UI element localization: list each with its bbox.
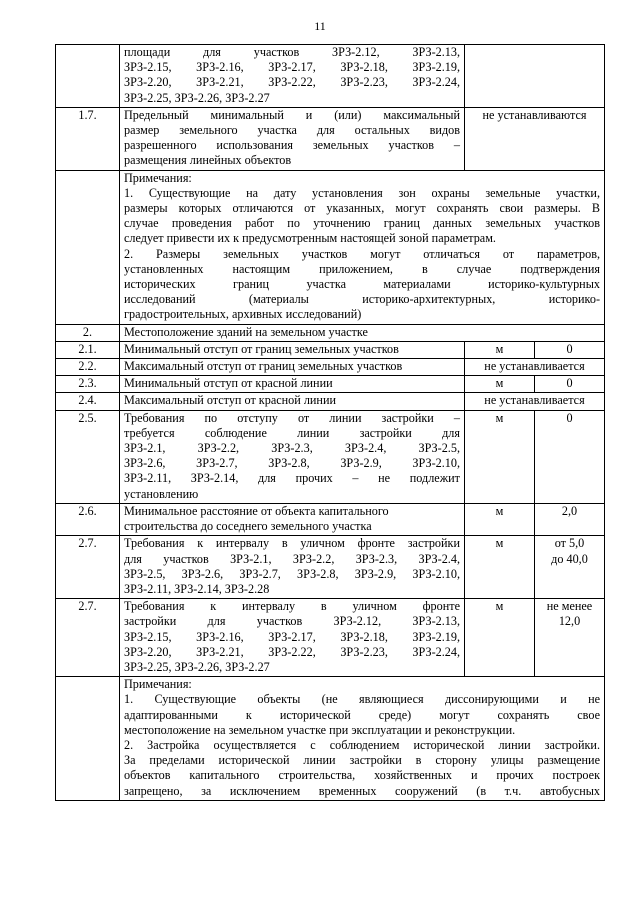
table-row bbox=[56, 376, 605, 393]
table-row bbox=[56, 45, 605, 108]
row-value: не устанавливается bbox=[465, 359, 605, 376]
notes-row bbox=[56, 677, 605, 801]
row-text: Требования по отступу от линии застройки – требуется соблюдение линии застройки для ЗРЗ-2.1, ЗРЗ-2.2, ЗРЗ-2.3, ЗРЗ-2.4, ЗРЗ-2.5, ЗРЗ-2.6, ЗРЗ-2.7, ЗРЗ-2.8, ЗРЗ-2.9, ЗРЗ-2.10, ЗРЗ-2.11, ЗРЗ-2.14, для прочих – не подлежит установлению bbox=[120, 410, 465, 503]
row-value: не устанавливается bbox=[465, 393, 605, 410]
row-value: 0 bbox=[535, 410, 605, 503]
notes-text: Примечания: 1. Существующие на дату установления зон охраны земельные участки, размеры которых отличаются от указанных, могут сохранять свои размеры. В случае проведения работ по уточнению границ данных земельных участков следует привести их к предусмотренным настоящей зоной параметрам. 2. Размеры земельных участков могут отличаться от параметров, установленных настоящим приложением, в случае подтверждения исторических границ участка материалами историко-культурных исследований (материалы историко-архитектурных, историко- градостроительных, архивных исследований) bbox=[120, 170, 605, 324]
row-number: 2. bbox=[56, 324, 120, 341]
table-row bbox=[56, 599, 605, 677]
row-text: Максимальный отступ от границ земельных участков bbox=[120, 359, 465, 376]
row-text: Минимальный отступ от границ земельных участков bbox=[120, 341, 465, 358]
row-text: Минимальное расстояние от объекта капитального строительства до соседнего земельного участка bbox=[120, 503, 465, 535]
row-unit: м bbox=[465, 599, 535, 677]
row-value: 0 bbox=[535, 341, 605, 358]
table-row bbox=[56, 410, 605, 503]
regulations-table bbox=[55, 44, 605, 801]
row-text: Максимальный отступ от красной линии bbox=[120, 393, 465, 410]
row-unit: м bbox=[465, 536, 535, 599]
row-number: 2.2. bbox=[56, 359, 120, 376]
row-number: 1.7. bbox=[56, 107, 120, 170]
table-row bbox=[56, 107, 605, 170]
section-header-row bbox=[56, 324, 605, 341]
row-number: 2.1. bbox=[56, 341, 120, 358]
notes-row bbox=[56, 170, 605, 324]
row-value: не менее 12,0 bbox=[535, 599, 605, 677]
table-row bbox=[56, 393, 605, 410]
row-number: 2.6. bbox=[56, 503, 120, 535]
row-text: Требования к интервалу в уличном фронте застройки для участков ЗРЗ-2.1, ЗРЗ-2.2, ЗРЗ-2.3, ЗРЗ-2.4, ЗРЗ-2.5, ЗРЗ-2.6, ЗРЗ-2.7, ЗРЗ-2.8, ЗРЗ-2.9, ЗРЗ-2.10, ЗРЗ-2.11, ЗРЗ-2.14, ЗРЗ-2.28 bbox=[120, 536, 465, 599]
page-number: 11 bbox=[314, 19, 326, 33]
row-number: 2.5. bbox=[56, 410, 120, 503]
row-number: 2.3. bbox=[56, 376, 120, 393]
row-number: 2.4. bbox=[56, 393, 120, 410]
table-row bbox=[56, 536, 605, 599]
row-unit: м bbox=[465, 410, 535, 503]
table-row bbox=[56, 341, 605, 358]
row-value: от 5,0 до 40,0 bbox=[535, 536, 605, 599]
section-title: Местоположение зданий на земельном участке bbox=[120, 324, 605, 341]
row-number: 2.7. bbox=[56, 536, 120, 599]
row-text: Требования к интервалу в уличном фронте застройки для участков ЗРЗ-2.12, ЗРЗ-2.13, ЗРЗ-2.15, ЗРЗ-2.16, ЗРЗ-2.17, ЗРЗ-2.18, ЗРЗ-2.19, ЗРЗ-2.20, ЗРЗ-2.21, ЗРЗ-2.22, ЗРЗ-2.23, ЗРЗ-2.24, ЗРЗ-2.25, ЗРЗ-2.26, ЗРЗ-2.27 bbox=[120, 599, 465, 677]
row-number: 2.7. bbox=[56, 599, 120, 677]
row-unit: м bbox=[465, 503, 535, 535]
row-value: 0 bbox=[535, 376, 605, 393]
row-unit: м bbox=[465, 376, 535, 393]
row-unit: м bbox=[465, 341, 535, 358]
row-value: не устанавливаются bbox=[465, 107, 605, 170]
table-row bbox=[56, 359, 605, 376]
table-row bbox=[56, 503, 605, 535]
row-text: Предельный минимальный и (или) максимальный размер земельного участка для остальных видов разрешенного использования земельных участков – размещения линейных объектов bbox=[120, 107, 465, 170]
row-value: 2,0 bbox=[535, 503, 605, 535]
notes-text: Примечания: 1. Существующие объекты (не являющиеся диссонирующими и не адаптированными к исторической среде) могут сохранять свое местоположение на земельном участке при эксплуатации и реконструкции. 2. Застройка осуществляется с соблюдением исторической линии застройки. За пределами исторической линии застройки в сторону улицы размещение объектов капитального строительства, хозяйственных и прочих построек запрещено, за исключением временных сооружений (в т.ч. автобусных bbox=[120, 677, 605, 801]
row-text: Минимальный отступ от красной линии bbox=[120, 376, 465, 393]
continuation-text: площади для участков ЗРЗ-2.12, ЗРЗ-2.13, ЗРЗ-2.15, ЗРЗ-2.16, ЗРЗ-2.17, ЗРЗ-2.18, ЗРЗ-2.19, ЗРЗ-2.20, ЗРЗ-2.21, ЗРЗ-2.22, ЗРЗ-2.23, ЗРЗ-2.24, ЗРЗ-2.25, ЗРЗ-2.26, ЗРЗ-2.27 bbox=[120, 45, 465, 108]
